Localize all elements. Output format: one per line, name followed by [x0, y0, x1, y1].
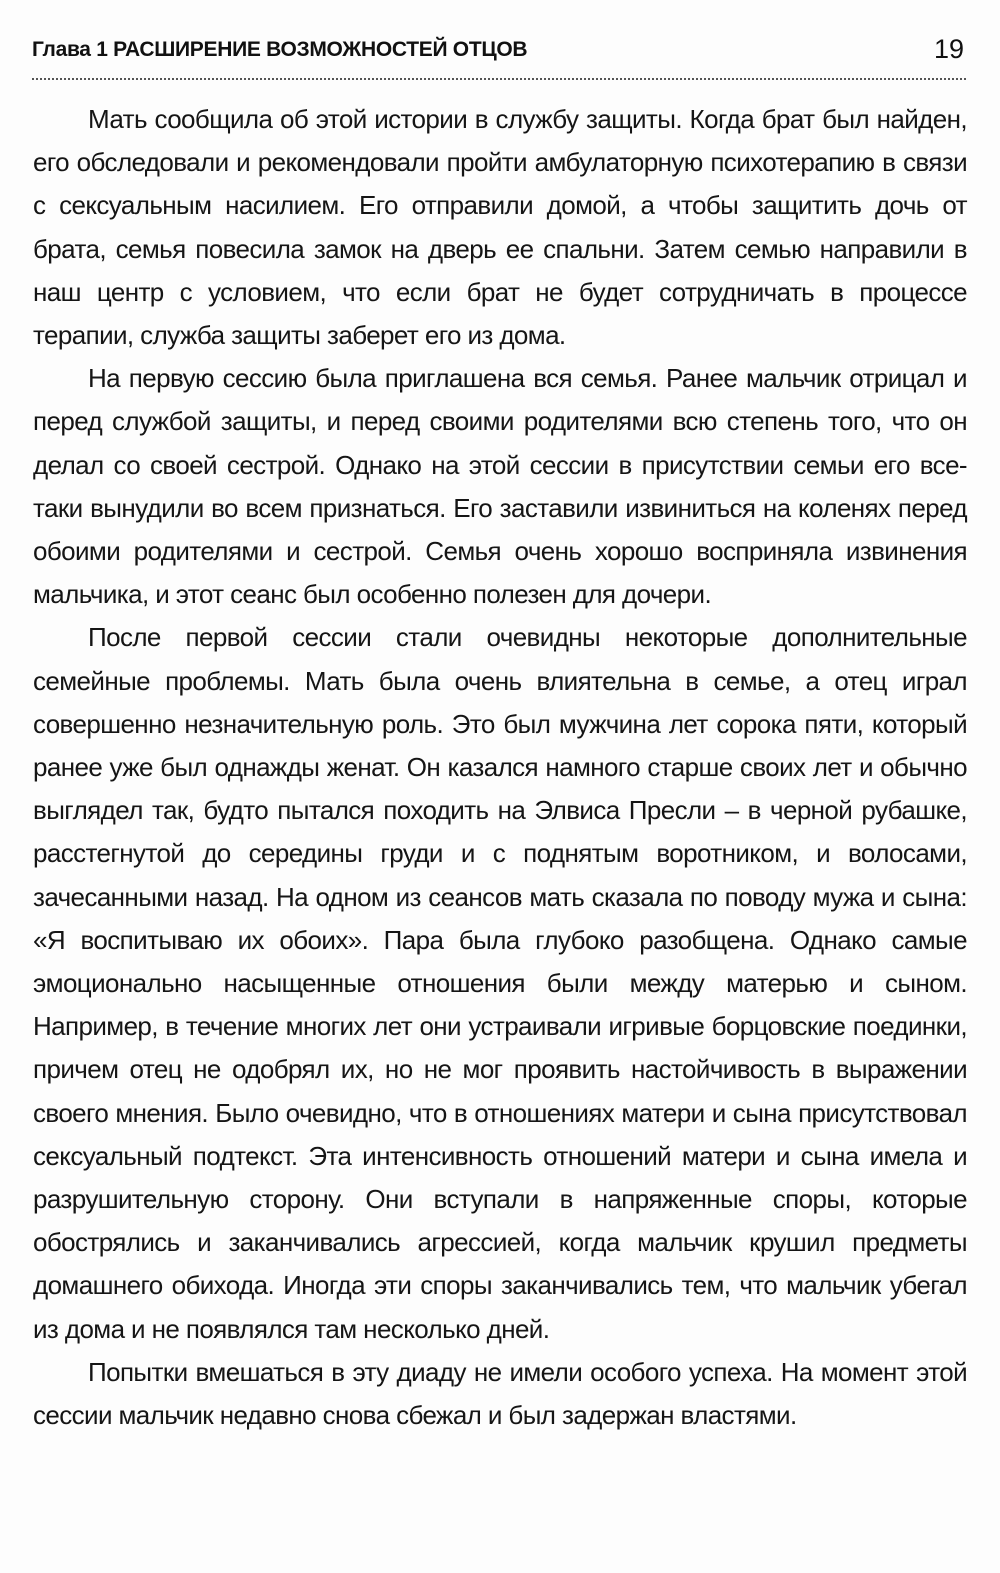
- page-number: 19: [933, 34, 964, 64]
- main-text: [33, 98, 967, 1437]
- paragraph: Попытки вмешаться в эту диаду не имели особого успеха. На момент этой сессии мальчик недавно снова сбежал и был задержан властями.: [33, 1356, 967, 1431]
- running-header: [32, 34, 966, 80]
- paragraph: На первую сессию была приглашена вся семья. Ранее мальчик отрицал и перед службой защиты, и перед своими родителями всю степень того, что он делал со своей сестрой. Однако на этой сессии в присутствии семьи его все-таки вынудили во всем признаться. Его заставили извиниться на коленях перед обоими родителями и сестрой. Семья очень хорошо восприняла извинения мальчика, и этот сеанс был особенно полезен для дочери.: [33, 363, 967, 610]
- paragraph: После первой сессии стали очевидны некоторые дополнительные семейные проблемы. Мать была очень влиятельна в семье, а отец играл совершенно незначительную роль. Это был мужчина лет сорока пяти, который ранее уже был однажды женат. Он казался намного старше своих лет и обычно выглядел так, будто пытался походить на Элвиса Пресли – в черной рубашке, расстегнутой до середины груди и с поднятым воротником, и волосами, зачесанными назад. На одном из сеансов мать сказала по поводу мужа и сына: «Я воспитываю их обоих». Пара была глубоко разобщена. Однако самые эмоционально насыщенные отношения были между матерью и сыном. Например, в течение многих лет они устраивали игривые борцовские поединки, причем отец не одобрял их, но не мог проявить настойчивость в выражении своего мнения. Было очевидно, что в отношениях матери и сына присутствовал сексуальный подтекст. Эта интенсивность отношений матери и сына имела и разрушительную сторону. Они вступали в напряженные споры, которые обострялись и заканчивались агрессией, когда мальчик крушил предметы домашнего обихода. Иногда эти споры заканчивались тем, что мальчик убегал из дома и не появлялся там несколько дней.: [33, 622, 967, 1344]
- chapter-title: Глава 1 РАСШИРЕНИЕ ВОЗМОЖНОСТЕЙ ОТЦОВ: [32, 38, 528, 61]
- paragraph: Мать сообщила об этой истории в службу защиты. Когда брат был найден, его обследовали и рекомендовали пройти амбулаторную психотерапию в связи с сексуальным насилием. Его отправили домой, а чтобы защитить дочь от брата, семья повесила замок на дверь ее спальни. Затем семью направили в наш центр с условием, что если брат не будет сотрудничать в процессе терапии, служба защиты заберет его из дома.: [33, 104, 967, 351]
